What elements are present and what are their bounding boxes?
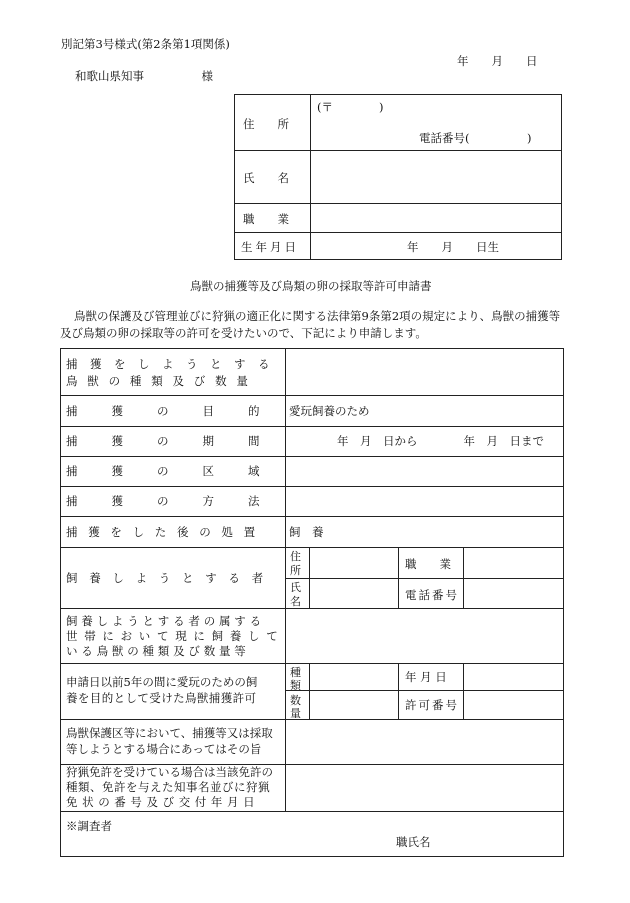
prior-permit-label-2: 養を目的として受けた鳥獣捕獲許可 [66,691,257,705]
household-label-2: 世帯において現に飼養して [66,629,285,643]
row-keeper-label: 飼養しようとする者 [66,571,275,585]
household-label-1: 飼養しようとする者の属する [66,614,265,628]
keeper-address-label-2: 所 [290,564,301,577]
row-period-value[interactable]: 年 月 日から 年 月 日まで [337,434,544,448]
prior-qty-label-2: 量 [290,707,301,720]
license-label-2: 種類、免許を与えた知事名並びに狩猟 [66,780,270,794]
form-number: 別記第3号様式(第2条第1項関係) [61,37,230,51]
date-line: 年 月 日 [457,54,538,68]
birthdate-field[interactable]: 年 月 日生 [407,240,499,254]
prior-kind-label-2: 類 [290,679,301,692]
prior-date-label: 年 月 日 [405,670,447,684]
prior-permit-label-1: 申請日以前5年の間に愛玩のための飼 [66,675,258,689]
keeper-name-label-1: 氏 [290,581,301,594]
keeper-phone-label: 電話番号 [405,588,459,602]
row-period-label: 捕獲の期間 [66,434,294,448]
row-area-label: 捕獲の区域 [66,464,294,478]
license-label-1: 狩猟免許を受けている場合は当該免許の [66,765,273,779]
main-table [60,348,564,857]
row-purpose-value[interactable]: 愛玩飼養のため [289,404,370,418]
intro-line-2: 及び鳥類の卵の採取等の許可を受けたいので、下記により申請します。 [60,326,427,340]
row-method-label: 捕獲の方法 [66,494,294,508]
keeper-name-label-2: 名 [290,595,301,608]
postal-code-field[interactable]: (〒 ) [317,100,384,114]
sanctuary-label-1: 鳥獣保護区等において、捕獲等又は採取 [66,726,273,740]
phone-field[interactable]: 電話番号( ) [419,131,532,145]
name-label: 氏 名 [243,171,289,185]
intro-line-1: 鳥獣の保護及び管理並びに狩猟の適正化に関する法律第9条第2項の規定により、鳥獣の捕獲等 [74,309,561,323]
sanctuary-label-2: 等しようとする場合にあってはその旨 [66,742,262,756]
row-species-label-1: 捕獲をしようとする [66,357,282,371]
applicant-box [234,94,562,260]
official-name-label: 職氏名 [396,835,431,849]
prior-kind-label-1: 種 [290,666,301,679]
prior-qty-label-1: 数 [290,694,301,707]
keeper-address-label-1: 住 [290,550,301,563]
household-label-3: いる鳥獣の種類及び数量等 [66,644,250,658]
occupation-label: 職 業 [243,212,289,226]
keeper-occupation-label: 職 業 [405,557,451,571]
birthdate-label: 生年月日 [241,240,299,254]
row-purpose-label: 捕獲の目的 [66,404,294,418]
investigator-label: ※調査者 [66,819,112,833]
row-disposal-value[interactable]: 飼 養 [289,525,324,539]
addressee: 和歌山県知事 様 [75,69,213,83]
license-label-3: 免状の番号及び交付年月日 [66,795,260,809]
row-disposal-label: 捕獲をした後の処置 [66,525,266,539]
address-label: 住 所 [243,117,289,131]
prior-permit-number-label: 許可番号 [405,698,459,712]
document-title: 鳥獣の捕獲等及び鳥類の卵の採取等許可申請書 [190,279,432,293]
row-species-label-2: 鳥獣の種類及び数量 [66,374,258,388]
